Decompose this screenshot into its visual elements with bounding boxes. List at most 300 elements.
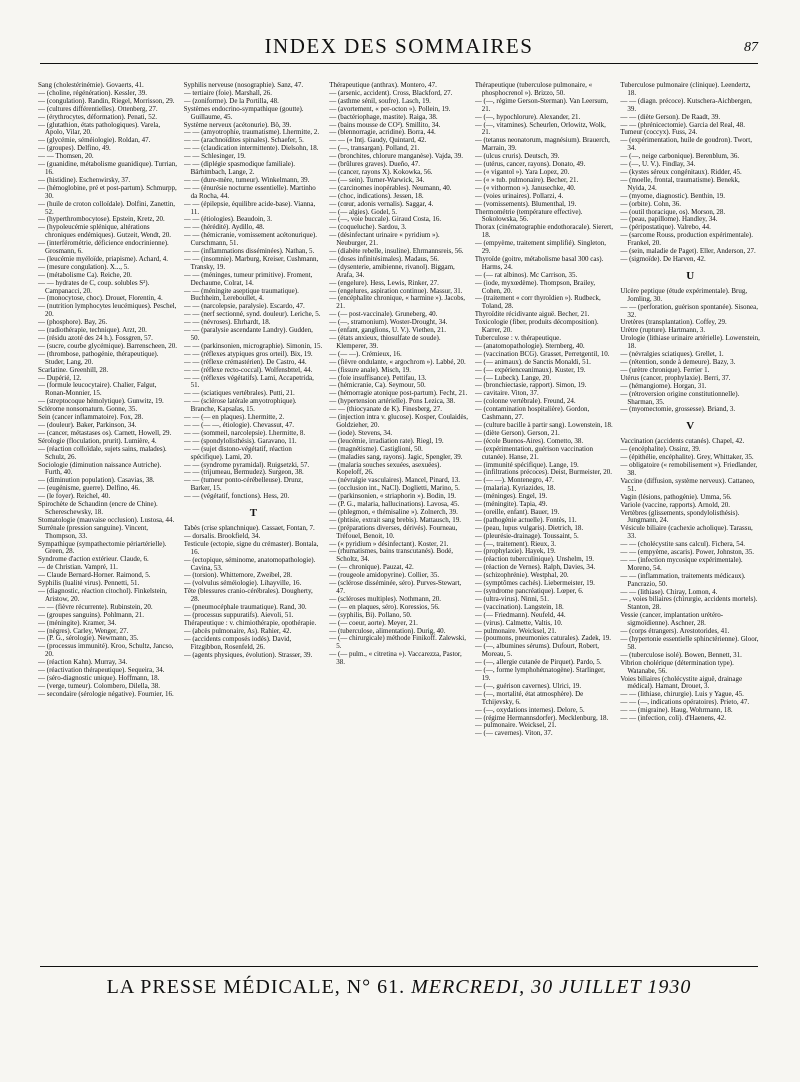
index-entry: — — (hémicranie, vomissement acétonurique). Curschmann, 51.: [183, 231, 317, 248]
index-entry: — — (inflammations disséminées). Nathan, 5.: [183, 247, 315, 256]
page-title: INDEX DES SOMMAIRES: [264, 34, 534, 58]
index-entry: — (« vigantol »). Yara Lopez, 20.: [474, 167, 570, 176]
index-entry: — (eugénisme, guerre). Delfino, 46.: [38, 484, 140, 493]
index-entry: — (brûlures graves). Dueño, 47.: [329, 160, 420, 169]
page-number: 87: [744, 40, 758, 55]
index-entry: Thérapeutique (tuberculose pulmonaire, « phosphocrenol »). Brizzo, 50.: [474, 82, 593, 97]
index-entry: — (régime Hermannsdorfer). Mecklenburg, 18.: [474, 713, 609, 722]
index-entry: — (zoniforme). De la Portilla, 48.: [183, 96, 279, 105]
index-entry: Syndrome d'action extérieur. Claude, 6.: [38, 555, 149, 564]
index-entry: — (symptômes cachés). Liebermeister, 19.: [474, 579, 595, 588]
index-entry: — (empyème, traitement simplifié). Singleton, 29.: [474, 239, 607, 256]
index-entry: — — (migraine). Haug, Wohrmann, 18.: [620, 706, 733, 715]
index-entry: — (vomissements). Blumenthal, 19.: [474, 199, 577, 208]
index-entry: — (moelle, frontal, traumatisme). Benekk, Nyida, 24.: [620, 175, 740, 192]
index-entry: — (— sein). Turner-Warwick, 34.: [329, 175, 425, 184]
index-entry: — — hydrates de C, coup. solubles S²). Campanacci, 20.: [38, 278, 150, 295]
index-entry: Thorax (cinématographie endothoracale). Sierert, 18.: [474, 223, 613, 240]
index-entry: — (—, hypochlorure). Alexander, 21.: [474, 112, 581, 121]
index-entry: — (carcinomes inopérables). Neumann, 40.: [329, 183, 452, 192]
index-entry: Tabès (crise splanchnique). Cassaet, Fontan, 7.: [183, 524, 315, 533]
index-entry: — (myome, diagnostic). Benthin, 19.: [620, 191, 725, 200]
index-entry: — (réaction tuberculinique). Unshelm, 19.: [474, 555, 594, 564]
index-entry: — (sigmoïde). De Harven, 42.: [620, 254, 706, 263]
index-entry: — — (nerf sectionné, synd. douleur). Leriche, 5.: [183, 310, 321, 319]
index-entry: — (—, régime Gerson-Sterman). Van Leersum, 21.: [474, 96, 609, 113]
index-entry: — (sarcome Rouss, production expérimentale). Frankel, 20.: [620, 231, 753, 248]
index-entry: — (urètre chronique). Ferrier 1.: [620, 365, 710, 374]
index-entry: — (injection intra v. glucose). Kosper, Coulaidès, Goldzieher, 20.: [329, 413, 469, 429]
index-entry: — (hémicranie, Ca). Seymour, 50.: [329, 381, 426, 390]
index-entry: — pulmonaire. Weicksel, 21.: [474, 626, 557, 635]
index-entry: — — (arachnoïdites spinales). Schaefer, 5.: [183, 136, 304, 145]
index-entry: — (réaction colloïdale, sujets sains, malades). Schulz, 26.: [38, 444, 167, 461]
index-entry: Thyroïde (goitre, métabolisme basal 300 cas). Harms, 24.: [474, 254, 604, 271]
index-entry: — — Thomsen, 20.: [38, 152, 94, 161]
index-entry: — (agents physiques, évolution). Strasser, 39.: [183, 650, 313, 659]
index-entry: — (processus immunité). Kroo, Schultz, Jancso, 20.: [38, 642, 174, 659]
index-entry: — (histidine). Eschenwirsky, 37.: [38, 175, 131, 184]
index-entry: — — (hérédité). Aydillo, 48.: [183, 223, 265, 232]
index-entry: — (rougeole amidopyrine). Collier, 35.: [329, 571, 440, 580]
section-letter: V: [686, 420, 695, 433]
index-entry: — — (inflammation, traitements médicaux). Pancrazio, 50.: [620, 571, 746, 588]
index-entry: — (peau, lupus vulgaris). Dietrich, 18.: [474, 523, 584, 532]
index-entry: — (dysenterie, amibienne, rivanol). Biggam, Arafa, 34.: [329, 262, 455, 279]
index-entry: — (— —). Montenegro, 47.: [474, 476, 554, 485]
index-entry: — (rétroversion origine constitutionnelle). Sharman, 35.: [620, 389, 740, 406]
index-entry: — (bronchites, chlorure manganèse). Vajda, 39.: [329, 152, 463, 161]
page-footer: [40, 970, 758, 996]
index-entry: — (prophylaxie). Hayek, 19.: [474, 547, 556, 556]
index-entry: — (réactivation thérapeutique). Sequeira, 34.: [38, 666, 165, 675]
index-entry: — (accidents composés iodés). David, Fitzgibbon, Rosenfeld, 26.: [183, 634, 292, 651]
index-entry: — (coqueluche). Sardou, 3.: [329, 223, 407, 232]
index-entry: — — (réflexes atypiques gros orteil). Bix, 19.: [183, 349, 313, 358]
footer-text: [40, 976, 758, 999]
index-entry: — — (méninges, tumeur primitive). Froment, Dechaume, Colrat, 14.: [183, 270, 313, 287]
index-entry: Vaccination (accidents cutanés). Chapel, 42.: [620, 437, 745, 446]
index-entry: — — (diplégie spasmodique familiale). Bärhimbach, Lange, 2.: [183, 160, 295, 176]
index-columns: [38, 82, 760, 950]
index-entry: — — (méningite aseptique traumatique). Buchheim, Lereboullet, 4.: [183, 286, 299, 303]
index-entry: — (« » tub. pulmonaire). Becher, 21.: [474, 175, 579, 184]
index-entry: — (rétention, sonde à demeure). Bazy, 3.: [620, 358, 736, 366]
index-entry: Sociologie (diminution naissance Autriche). Furth, 40.: [38, 460, 162, 477]
index-entry: — (— pulm., « citretina »). Vaccarezza, Pastor, 38.: [329, 650, 462, 667]
index-entry: Vertèbres (glissements, spondylolisthésis). Jungmann, 24.: [620, 508, 740, 525]
index-entry: — (engelures, aspiration continue). Massur, 31.: [329, 286, 463, 295]
index-entry: — — (thiocyanate de K). Finesberg, 27.: [329, 405, 443, 414]
index-entry: — (abcès pulmonaire, As). Rahier, 42.: [183, 626, 292, 635]
index-entry: — (encéphalite chronique, « harmine »). Jacobs, 21.: [329, 294, 466, 311]
index-entry: — Claude Bernard-Horner. Raimond, 5.: [38, 571, 151, 580]
index-entry: — (maladies sang, rayons). Jagic, Spengler, 39.: [329, 452, 463, 461]
index-entry: — (hypertonie essentielle sphinctérienne). Gloor, 58.: [620, 635, 759, 651]
index-entry: — (—, oxydations internes). Delore, 5.: [474, 705, 585, 714]
index-entry: — (— —). Crémieux, 16.: [329, 349, 402, 358]
index-entry: — — (infection mycosique expérimentale). Moreno, 54.: [620, 555, 743, 572]
index-entry: — (— chronique). Pauzat, 42.: [329, 563, 414, 572]
index-entry: — (« pyridium » désinfectant). Koster, 21.: [329, 539, 449, 548]
index-entry: — (colonne vertébrale). Freund, 24.: [474, 397, 576, 406]
index-entry: — (oreille, enfant). Bauer, 19.: [474, 507, 560, 516]
index-entry: Thérapeutique : v. chimiothérapie, opothérapie.: [183, 618, 317, 627]
index-entry: Stomatologie (mauvaise occlusion). Lustosa, 44.: [38, 515, 175, 524]
index-entry: Systèmes endocrino-sympathique (goutte). Guillaume, 45.: [183, 104, 304, 121]
index-entry: — (iode, myxœdème). Thompson, Brailey, Cohen, 20.: [474, 278, 596, 295]
index-entry: Surrénale (pression sanguine). Vincent, Thompson, 33.: [38, 523, 149, 540]
index-entry: Uretères (transplantation). Coffey, 29.: [620, 318, 727, 327]
index-entry: — (infiltrations précoces). Deist, Burmeister, 20.: [474, 468, 612, 477]
index-entry: — (—, vitamines). Scheurlen, Orlowitz, Wolk, 21.: [474, 120, 606, 137]
index-entry: — (désinfectant urinaire « pyridium »). Neuburger, 21.: [329, 231, 440, 248]
index-entry: — (— algies). Godel, 5.: [329, 207, 398, 216]
index-entry: — obligatoire (« remobilisement »). Friedlander, 38.: [620, 461, 758, 477]
index-entry: — — (sujet distono-végétatif, réaction spécifique). Lami, 20.: [183, 444, 292, 461]
index-entry: — secondaire (sérologie négative). Fournier, 16.: [38, 689, 174, 698]
index-entry: — — (lithiase). Chiray, Lomon, 4.: [620, 587, 718, 596]
index-entry: — (ultra-virus). Ninni, 51.: [474, 594, 550, 603]
index-entry: — — (névroses). Ehrhardt, 18.: [183, 318, 271, 327]
index-entry: Syphilis nerveuse (nosographie). Sanz, 47.: [183, 82, 304, 89]
index-entry: — — (—, indications opératoires). Prieto, 47.: [620, 698, 750, 707]
index-entry: — (glycémie, séméiologie). Roldan, 47.: [38, 136, 151, 145]
index-entry: Sang (cholestérinémie). Govaerts, 41.: [38, 82, 144, 89]
index-entry: — (interférométrie, déficience endocrinienne). Grosmann, 6.: [38, 239, 169, 256]
index-entry: — (groupes). Delfino, 49.: [38, 144, 111, 153]
index-entry: — (phtisie, extrait sang brebis). Mattausch, 19.: [329, 515, 461, 524]
index-entry: — (sclérose disséminée, séro). Purves-Stewart, 47.: [329, 579, 462, 595]
index-entry: — (verge, tumeur). Colombero, Dilella, 38.: [38, 681, 160, 690]
index-entry: Spirochète de Schaudinn (encre de Chine). Schereschewsky, 18.: [38, 500, 158, 516]
index-entry: — — (diète Gerson). De Raadt, 39.: [620, 112, 721, 121]
index-entry: — (pleurésie-drainage). Toussaint, 5.: [474, 531, 579, 540]
index-entry: — (expérimentation, huile de goudron). Twort, 34.: [620, 136, 752, 153]
index-entry: — — (amyotrophie, traumatisme). Lhermitte, 2.: [183, 128, 320, 137]
index-entry: — (douleur). Baker, Parkinson, 34.: [38, 420, 137, 429]
index-column-1: [38, 82, 178, 950]
index-entry: — (blennorragie, acridine). Borra, 44.: [329, 128, 436, 137]
index-entry: — (utérus, cancer, rayons). Donato, 49.: [474, 160, 586, 169]
index-entry: — (phlegmon, « thémisaline »). Zolnerch, 39.: [329, 507, 458, 516]
index-entry: — (P. G., sérologie). Newmann, 35.: [38, 634, 139, 643]
index-entry: — — (fièvre récurrente). Rubinstein, 20.: [38, 602, 153, 611]
journal-name: LA PRESSE MÉDICALE, N° 61.: [106, 976, 406, 998]
index-entry: Urologie (lithiase urinaire artérielle). Lowenstein, 18.: [620, 334, 760, 351]
index-entry: Vaccine (diffusion, système nerveux). Cattaneo, 51.: [620, 476, 755, 493]
index-entry: — Dupérié, 12.: [38, 373, 82, 382]
header-rule: [40, 63, 758, 64]
index-entry: — de Christian. Vampré, 11.: [38, 563, 118, 572]
index-entry: — (peau, papillome). Handley, 34.: [620, 215, 718, 224]
index-entry: — (choc, indications). Jessen, 18.: [329, 191, 424, 200]
index-entry: — (— cavernes). Viton, 37.: [474, 729, 553, 738]
index-entry: — (groupes sanguins). Pohlmann, 21.: [38, 610, 144, 619]
index-entry: — (kystes séreux congénitaux). Ridder, 45.: [620, 167, 742, 176]
index-entry: — (radiothérapie, technique). Arzt, 20.: [38, 326, 147, 335]
index-entry: — (cancer, métastases os). Carnett, Howell, 29.: [38, 428, 172, 437]
index-entry: Thérapeutique (anthrax). Montero, 47.: [329, 82, 437, 89]
index-entry: — (hypertension artérielle). Pons Lezica, 38.: [329, 397, 456, 406]
index-entry: — (—, stramonium). Woster-Drought, 34.: [329, 318, 448, 327]
index-entry: — (culture bacille à partir sang). Lowenstein, 18.: [474, 420, 613, 429]
index-entry: — (encéphalite). Ossinz, 39.: [620, 445, 701, 454]
index-entry: — — (diagn. précoce). Kutschera-Aichbergen, 39.: [620, 96, 752, 113]
index-entry: — — (étiologies). Beaudoin, 3.: [183, 215, 273, 224]
index-entry: — — (insomnie). Marburg, Kreiser, Cushmann, Transky, 19.: [183, 254, 319, 271]
index-entry: — (—, neige carbonique). Berenblum, 36.: [620, 152, 740, 161]
index-entry: — (— en plaques, séro). Koressios, 56.: [329, 602, 440, 611]
index-entry: — (expérimentation, guérison vaccination cutanée). Hanse, 21.: [474, 444, 593, 461]
index-entry: — (malaria). Kyriazides, 18.: [474, 484, 556, 493]
index-entry: — (« vithormon »). Janusechke, 40.: [474, 183, 576, 192]
index-entry: — (ulcus cruris). Deutsch, 39.: [474, 152, 560, 161]
index-entry: Vagin (lésions, pathogénie). Umma, 56.: [620, 492, 732, 501]
index-entry: — (arsenic, accident). Cross, Blackford, 27.: [329, 88, 453, 97]
index-entry: — , voies biliaires (chirurgie, accidents mortels). Stanton, 28.: [620, 595, 758, 612]
index-entry: — — (lithiase, chirurgie). Luis y Yague, 45.: [620, 690, 744, 699]
index-entry: — (nègres). Carley, Wenger, 27.: [38, 626, 129, 635]
index-entry: — cavitaire. Viton, 37.: [474, 389, 539, 398]
index-entry: — (engelure). Hess, Lewis, Rinker, 27.: [329, 278, 439, 287]
index-entry: — (poumons, pneumonies caturales). Zadek, 19.: [474, 634, 612, 643]
index-entry: — — (empyème, ascaris). Power, Johnston, 35.: [620, 548, 755, 557]
index-entry: — (— post-vaccinale). Gruneberg, 40.: [329, 310, 438, 319]
index-entry: — — (tumeur ponto-cérébelleuse). Drunz, Barker, 15.: [183, 476, 303, 493]
index-entry: — tertiaire (foie). Marshall, 26.: [183, 88, 273, 97]
index-entry: Variole (vaccine, rapports). Arnold, 20.: [620, 500, 731, 509]
index-entry: — (—, allergie cutanée de Pirquet). Pardo, 5.: [474, 658, 602, 667]
index-entry: — (ectopique, séminome, anatomopathologie). Cavina, 53.: [183, 555, 316, 572]
issue-date: MERCREDI, 30 JUILLET 1930: [411, 976, 692, 998]
index-entry: — — (— en plaques). Lhermitte, 2.: [183, 413, 285, 422]
index-entry: — — (dure-mère, tumeur). Winkelmann, 39.: [183, 175, 310, 184]
index-entry: — (streptocoque hémolytique). Gunwitz, 19.: [38, 397, 164, 406]
index-entry: — (hémorragie atonique post-partum). Fecht, 21.: [329, 389, 468, 398]
index-entry: — (hémoglobine, pré et post-partum). Schmurpp, 30.: [38, 183, 177, 200]
index-entry: — (séro-diagnostic unique). Hoffmann, 18.: [38, 673, 160, 682]
index-entry: — (méninges). Engel, 19.: [474, 492, 548, 501]
index-entry: — — (infection, coli). d'Haenens, 42.: [620, 714, 727, 723]
index-entry: — (—, guérison cavernes). Ulrici, 19.: [474, 681, 582, 690]
index-entry: — — (sommeil, narcolepsie). Lhermitte, 8.: [183, 428, 306, 437]
index-entry: — (anatomopathologie). Sternberg, 40.: [474, 341, 585, 350]
index-entry: Système nerveux (acétonurie). Bö, 39.: [183, 120, 292, 129]
index-entry: — (névralgies sciatiques). Grellet, 1.: [620, 350, 724, 359]
index-entry: — (diminution population). Casavias, 38.: [38, 476, 155, 485]
index-entry: — (myomectomie, grossesse). Briand, 3.: [620, 405, 736, 414]
index-entry: — (huile de croton colloïdale). Dolfini, Zanettin, 52.: [38, 199, 176, 216]
index-column-2: [184, 82, 324, 950]
index-column-3: [329, 82, 469, 950]
index-entry: — (le foyer). Reichel, 40.: [38, 492, 111, 501]
index-entry: — (foie insuffisance). Pettifau, 13.: [329, 373, 427, 382]
index-entry: — (école Buenos-Aires). Cometto, 38.: [474, 436, 584, 445]
index-entry: — (avortement, « per-octon »). Pollein, 19.: [329, 104, 451, 113]
index-entry: — (péripostatique). Valrebo, 44.: [620, 223, 711, 232]
index-entry: — (tetanus neonatorum, magnésium). Brauerch, Marrain, 39.: [474, 136, 610, 153]
index-entry: — (— rat albinos). Mc Carrison, 35.: [474, 270, 578, 279]
index-entry: — (—, albumines sérums). Dufourt, Robert, Moreau, 5.: [474, 642, 600, 659]
index-entry: — (syndrome pancréatique). Lœper, 6.: [474, 587, 584, 595]
index-entry: — (vaccination BCG). Grasset, Perretgentil, 10.: [474, 349, 610, 358]
index-entry: — (pathogénie actuelle). Fontès, 11.: [474, 515, 577, 524]
index-entry: — (schizophrénie). Westphal, 20.: [474, 571, 569, 580]
index-entry: — (immunité spécifique). Lange, 19.: [474, 460, 579, 469]
index-entry: — (corps étrangers). Arestotorides, 41.: [620, 627, 730, 636]
index-entry: — (préparations diverses, dérivés). Fourneau, Tréfouel, Benoit, 10.: [329, 523, 458, 540]
index-entry: — (névralgie vasculaires). Mancel, Pinard, 13.: [329, 476, 461, 485]
index-entry: — (iode). Stevens, 34.: [329, 428, 393, 437]
index-entry: — (congulation). Randin, Riegel, Morrisson, 29.: [38, 96, 175, 105]
index-entry: — (fissure anale). Misch, 19.: [329, 365, 412, 374]
index-entry: — — Schlesinger, 19.: [183, 152, 246, 161]
index-entry: — (asthme sénil, soufre). Lasch, 19.: [329, 96, 431, 105]
index-entry: — (leucémie myéloïde, priapisme). Achard, 4.: [38, 254, 169, 263]
index-entry: — (vaccination). Langstein, 18.: [474, 602, 564, 611]
index-entry: — (— Lubeck). Lange, 20.: [474, 373, 552, 382]
index-entry: — (—, transargan). Polland, 21.: [329, 144, 420, 153]
index-entry: — (voies urinaires). Pollarzi, 4.: [474, 191, 564, 200]
index-entry: — — (trijumeau, Bermudez). Surgeon, 38.: [183, 468, 304, 477]
index-entry: Urètre (rupture). Hartmann, 3.: [620, 326, 706, 335]
index-entry: — (bains mousse de CO²). Smillito, 34.: [329, 120, 441, 129]
index-entry: — (leucémie, irradiation rate). Riegl, 19.: [329, 436, 444, 445]
index-entry: — (thrombose, pathogénie, thérapeutique). Studer, Lang, 20.: [38, 349, 159, 366]
index-entry: — (—, forme lymphohématogène). Starlinger, 19.: [474, 666, 605, 682]
index-entry: — (syphilis, Bi). Pollano, 50.: [329, 610, 412, 619]
index-entry: — (occlusion int., NaCl). Doglietti, Marino, 5.: [329, 484, 460, 493]
index-entry: Toxicologie (fiber, produits décomposition). Karrer, 20.: [474, 318, 599, 335]
index-entry: Sérologie (floculation, prurit). Lumière, 4.: [38, 436, 157, 445]
index-entry: — (cancer, rayons X). Kokowka, 56.: [329, 167, 433, 176]
index-entry: — (bactériophage, mastite). Raiga, 38.: [329, 112, 438, 121]
index-entry: — (malaria souches sexuées, asexuées). Kopeloff, 26.: [329, 460, 442, 477]
index-entry: — — (narcolepsie, paralysie). Escardo, 47.: [183, 302, 305, 311]
index-entry: — (épithélie, encéphalite). Grey, Whittaker, 35.: [620, 453, 754, 462]
index-entry: — (parkinsonien, « striaphorin »). Bodin, 19.: [329, 492, 456, 501]
index-entry: — (rhumatismes, bains transcutanés). Bodé, Scholtz, 34.: [329, 547, 454, 564]
index-entry: — dorsalis. Brookfield, 34.: [183, 531, 261, 540]
index-entry: — (magnétisme). Castiglioni, 50.: [329, 444, 423, 453]
index-entry: — — (phrénicectomie). Garcia del Real, 48.: [620, 120, 745, 129]
index-entry: — — (réflexe crémastérien). De Castro, 44.: [183, 357, 307, 366]
index-entry: Utérus (cancer, prophylaxie). Berri, 37.: [620, 373, 731, 382]
index-entry: — — (paralysie ascendante Landry). Gudden, 50.: [183, 326, 313, 342]
index-entry: — (volvulus séméiologie). Lihayville, 16.: [183, 579, 302, 588]
index-entry: Testicule (ectopie, signe du crémaster). Bontala, 16.: [183, 539, 319, 556]
index-entry: — (réaction de Vernes). Ralph, Davies, 34.: [474, 563, 596, 572]
index-entry: Scarlatine. Greenhill, 28.: [38, 365, 109, 374]
index-entry: Sympathique (sympathectomie périartérielle). Green, 28.: [38, 539, 167, 556]
index-entry: Syphilis (lualité virus). Pennetti, 51.: [38, 579, 140, 588]
index-entry: Ulcère peptique (étude expérimentale). Brug, Jomling, 30.: [620, 286, 748, 303]
index-entry: — — (végétatif, fonctions). Hess, 20.: [183, 492, 290, 501]
index-entry: — (— expérienceanimaux). Kuster, 19.: [474, 365, 586, 374]
index-entry: — (scléroses multiples). Nothmann, 20.: [329, 594, 441, 603]
index-entry: — (doses infinitésimales). Madaus, 56.: [329, 254, 440, 263]
index-entry: Tuberculose : v. thérapeutique.: [474, 334, 561, 342]
index-entry: — (—, voie buccale). Giraud Costa, 16.: [329, 215, 442, 224]
index-entry: — (hémangiome). Horgan, 31.: [620, 381, 707, 390]
index-entry: — (monocytose, choc). Drouet, Florentin, 4.: [38, 294, 163, 303]
index-entry: — (diagnostic, réaction citochol). Finkelstein, Aristow, 20.: [38, 587, 167, 603]
index-entry: — (P. G., malaria, hallucinations). Lavosa, 45.: [329, 500, 460, 509]
index-entry: Tumeur (coccyx). Fuss, 24.: [620, 128, 698, 137]
index-entry: Thyroïdite récidivante aiguë. Becher, 21.: [474, 310, 590, 319]
index-entry: — (diète Gerson). Gerson, 21.: [474, 428, 560, 437]
index-entry: — (diabète rebelle, insuline). Ehrmannsreis, 56.: [329, 247, 464, 256]
index-entry: — — (parkinsonien, micrographie). Simonin, 15.: [183, 341, 323, 350]
index-entry: — (—, traitement). Rieux, 3.: [474, 539, 557, 548]
index-entry: — pulmonaire. Weicksel, 21.: [474, 721, 557, 730]
index-entry: — (bronchiectasie, rapport). Simon, 19.: [474, 381, 587, 390]
index-entry: — (sein, maladie de Paget). Eller, Anderson, 27.: [620, 247, 756, 256]
index-entry: — (phosphore). Bay, 26.: [38, 318, 108, 327]
index-entry: — (orbite). Cohn, 36.: [620, 199, 682, 208]
index-entry: — (choline, régénération). Kessler, 39.: [38, 88, 147, 97]
index-entry: — (mesure congulation). X..., 5.: [38, 262, 129, 271]
index-entry: — — (réflexes végétatifs). Lami, Accapetrida, 51.: [183, 373, 314, 390]
index-entry: — — (réflexe recto-coccal). Wolfensbttel, 44.: [183, 365, 313, 374]
index-entry: — (processus suppuratifs). Aievoli, 51.: [183, 611, 294, 619]
index-entry: — (méningite). Tapia, 49.: [474, 500, 548, 509]
index-entry: — (— coeur, aorte). Meyer, 21.: [329, 618, 418, 627]
index-entry: — (tuberculose isolé). Bowen, Bennett, 31.: [620, 650, 742, 659]
index-entry: — (— chirurgicale) méthode Finikoff. Zalewski, 5.: [329, 634, 466, 651]
index-entry: — (cœur, adonis vernalis). Saggar, 4.: [329, 199, 434, 208]
index-entry: — — (sclérose latérale amyotrophique). Branche, Kapsalas, 15.: [183, 397, 297, 414]
section-letter: T: [249, 507, 258, 520]
index-entry: — (enfant, ganglions, U. V.). Viethen, 21.: [329, 326, 447, 335]
index-entry: — (traitement « corr thyroïdien »). Rudbeck, Toland, 28.: [474, 294, 601, 311]
index-entry: Tête (blessures cranio-cérébrales). Dougherty, 28.: [183, 587, 313, 604]
index-entry: — — (syndrome pyramidal). Ruigsetzki, 57.: [183, 460, 310, 469]
index-entry: — (nutrition lymphocytes leucémiques). Peschel, 20.: [38, 302, 177, 319]
index-entry: — (résidu azoté des 24 h.). Fossgren, 57.: [38, 334, 153, 342]
index-entry: — (hypoleucémie splénique, altérations chroniques endémiques). Gutzeit, Wendt, 20.: [38, 223, 172, 240]
index-entry: — (méningite). Kramer, 34.: [38, 618, 117, 627]
index-entry: — (torsion). Whittemore, Zweibel, 28.: [183, 571, 292, 580]
index-entry: — (— animaux). de Sanctis Monaldi, 51.: [474, 357, 591, 366]
index-entry: — (glutathion, états pathologiques). Varela, Apolo, Vilar, 20.: [38, 120, 161, 137]
index-entry: — — (— —, étiologie). Chevassut, 47.: [183, 420, 295, 429]
index-entry: — (virus). Calmette, Valtis, 10.: [474, 618, 563, 627]
index-entry: — — (spondylolisthésis). Garavano, 11.: [183, 436, 297, 445]
index-entry: — (pneumocéphale traumatique). Rand, 30.: [183, 603, 307, 612]
index-entry: — (contamination hospitalière). Gordon, Cashmann, 27.: [474, 405, 590, 422]
footer-rule: [40, 966, 758, 967]
index-entry: Vésicule biliaire (cachexie acholique). Tarassu, 33.: [620, 524, 753, 541]
index-entry: — (—, U. V.). Findlay, 34.: [620, 160, 696, 169]
index-entry: — (outil thoracique, os). Morson, 28.: [620, 207, 726, 216]
index-entry: — — (cholécystite sans calcul). Fichera, 54.: [620, 540, 745, 549]
index-entry: — (cultures différentielles). Ottenberg, 27.: [38, 104, 158, 113]
index-column-4: [475, 82, 615, 950]
index-column-5: [620, 82, 760, 950]
index-entry: — — (perforation, guérison spontanée). Sisonea, 32.: [620, 302, 759, 319]
index-entry: — (fièvre ondulante, « argochrom »). Labbé, 20.: [329, 357, 466, 366]
index-entry: — (hyperthrombocytose). Epstein, Kretz, 20.: [38, 215, 165, 224]
index-entry: — — (sciatiques vertébrales). Putti, 21.: [183, 389, 295, 398]
index-entry: Sein (cancer inflammatoire). Fox, 28.: [38, 413, 144, 422]
index-entry: Thermométrie (température effective). Sokolowska, 56.: [474, 207, 583, 224]
index-entry: — — (claudication intermittente). Dielsohn, 18.: [183, 144, 319, 153]
index-entry: — (métabolisme Ca). Reiche, 20.: [38, 270, 132, 279]
index-entry: — — (épilepsie, équilibre acide-base). Vianna, 11.: [183, 199, 316, 216]
index-entry: — — (énurésie nocturne essentielle). Martinho da Rocha, 44.: [183, 183, 316, 200]
